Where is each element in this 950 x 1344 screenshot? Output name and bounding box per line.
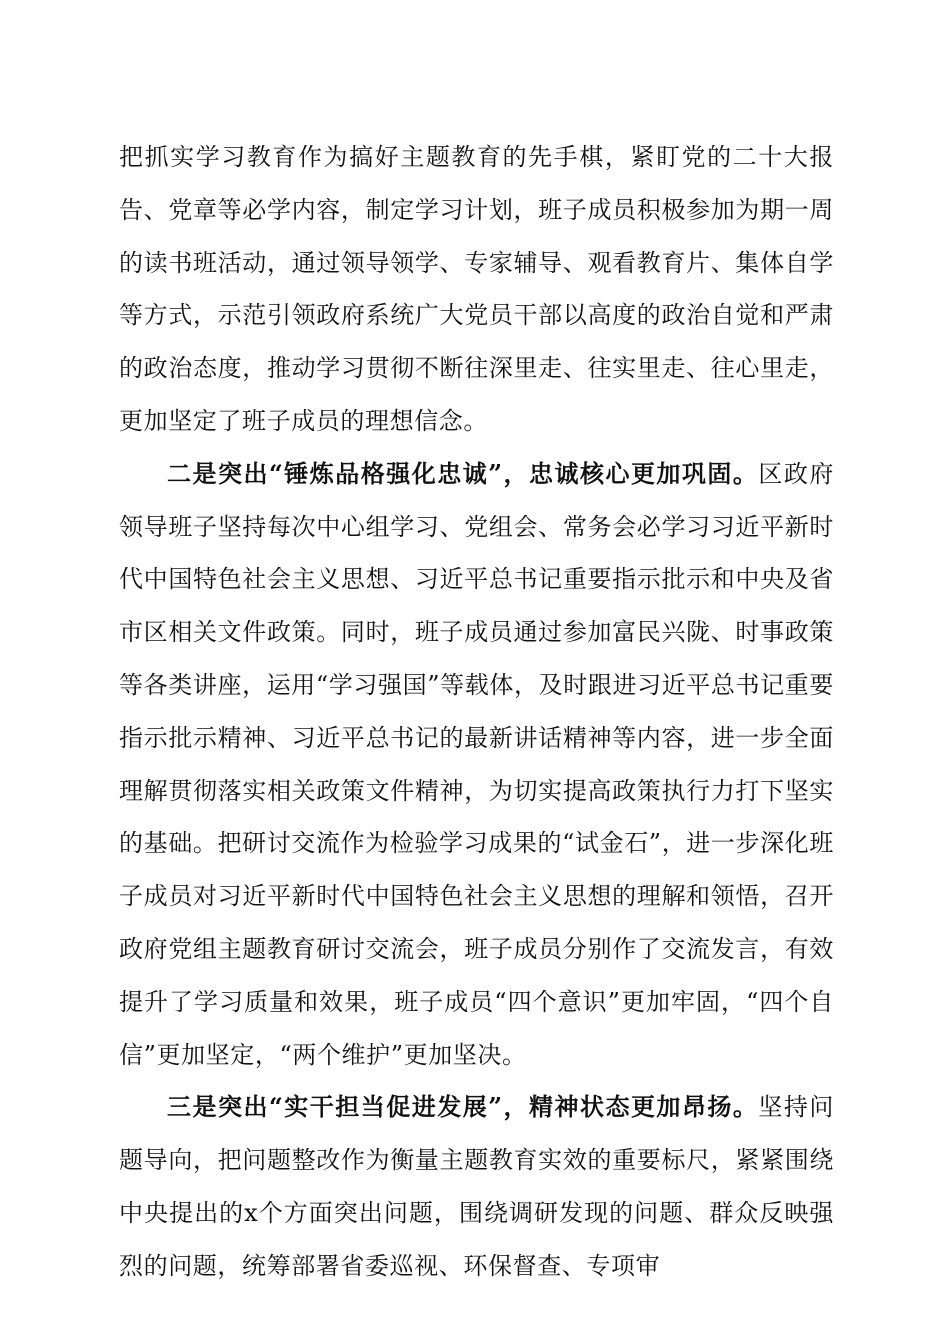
paragraph-1 — [119, 131, 834, 448]
paragraph-2-lead: 二是突出“锤炼品格强化忠诚”，忠诚核心更加巩固。 — [167, 458, 759, 488]
document-body — [119, 131, 834, 1293]
paragraph-2 — [119, 448, 834, 1082]
paragraph-3-lead: 三是突出“实干担当促进发展”，精神状态更加昂扬。 — [167, 1092, 759, 1122]
paragraph-3-text: 坚持问题导向，把问题整改作为衡量主题教育实效的重要标尺，紧紧围绕中央提出的x个方面突出问题，围绕调研发现的问题、群众反映强烈的问题，统筹部署省委巡视、环保督查、专项审 — [119, 1093, 834, 1280]
paragraph-3 — [119, 1081, 834, 1292]
paragraph-2-text: 区政府领导班子坚持每次中心组学习、党组会、常务会必学习习近平新时代中国特色社会主义思想、习近平总书记重要指示批示和中央及省市区相关文件政策。同时，班子成员通过参加富民兴陇、时事政策等各类讲座，运用“学习强国”等载体，及时跟进习近平总书记重要指示批示精神、习近平总书记的最新讲话精神等内容，进一步全面理解贯彻落实相关政策文件精神，为切实提高政策执行力打下坚实的基础。把研讨交流作为检验学习成果的“试金石”，进一步深化班子成员对习近平新时代中国特色社会主义思想的理解和领悟，召开政府党组主题教育研讨交流会，班子成员分别作了交流发言，有效提升了学习质量和效果，班子成员“四个意识”更加牢固，“四个自信”更加坚定，“两个维护”更加坚决。 — [119, 459, 834, 1069]
paragraph-1-text: 把抓实学习教育作为搞好主题教育的先手棋，紧盯党的二十大报告、党章等必学内容，制定学习计划，班子成员积极参加为期一周的读书班活动，通过领导领学、专家辅导、观看教育片、集体自学等方式，示范引领政府系统广大党员干部以高度的政治自觉和严肃的政治态度，推动学习贯彻不断往深里走、往实里走、往心里走，更加坚定了班子成员的理想信念。 — [119, 143, 834, 435]
